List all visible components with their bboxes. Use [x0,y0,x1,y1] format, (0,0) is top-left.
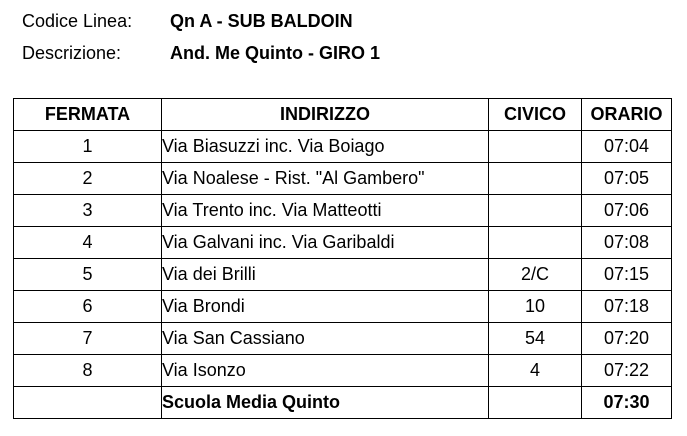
table-row [14,227,672,259]
civico-cell [489,227,582,259]
civico-cell [489,387,582,419]
orario-cell: 07:22 [582,355,672,387]
codice-linea-value: Qn A - SUB BALDOIN [170,11,353,31]
fermata-cell: 2 [14,163,162,195]
civico-cell [489,163,582,195]
orario-cell: 07:08 [582,227,672,259]
descrizione-label: Descrizione: [22,43,122,63]
civico-cell: 4 [489,355,582,387]
table-row [14,355,672,387]
civico-cell: 2/C [489,259,582,291]
stops-table [13,98,672,419]
orario-cell: 07:06 [582,195,672,227]
indirizzo-cell: Via dei Brilli [162,259,489,291]
table-row [14,259,672,291]
fermata-cell: 8 [14,355,162,387]
orario-cell: 07:05 [582,163,672,195]
column-header-fermata: FERMATA [14,99,162,131]
destination-cell: Scuola Media Quinto [162,387,489,419]
table-row [14,163,672,195]
fermata-cell: 4 [14,227,162,259]
fermata-cell: 7 [14,323,162,355]
fermata-cell: 6 [14,291,162,323]
table-header-row [14,99,672,131]
fermata-cell: 1 [14,131,162,163]
civico-cell: 54 [489,323,582,355]
destination-row [14,387,672,419]
arrival-time-cell: 07:30 [582,387,672,419]
orario-cell: 07:04 [582,131,672,163]
codice-linea-label: Codice Linea: [22,11,133,31]
fermata-cell: 5 [14,259,162,291]
column-header-orario: ORARIO [582,99,672,131]
indirizzo-cell: Via Noalese - Rist. "Al Gambero" [162,163,489,195]
fermata-cell [14,387,162,419]
table-row [14,291,672,323]
indirizzo-cell: Via Biasuzzi inc. Via Boiago [162,131,489,163]
fermata-cell: 3 [14,195,162,227]
civico-cell [489,131,582,163]
descrizione-value: And. Me Quinto - GIRO 1 [170,43,380,63]
table-row [14,131,672,163]
indirizzo-cell: Via Isonzo [162,355,489,387]
orario-cell: 07:15 [582,259,672,291]
column-header-civico: CIVICO [489,99,582,131]
table-row [14,195,672,227]
indirizzo-cell: Via Galvani inc. Via Garibaldi [162,227,489,259]
table-row [14,323,672,355]
civico-cell [489,195,582,227]
column-header-indirizzo: INDIRIZZO [162,99,489,131]
orario-cell: 07:18 [582,291,672,323]
orario-cell: 07:20 [582,323,672,355]
civico-cell: 10 [489,291,582,323]
indirizzo-cell: Via Brondi [162,291,489,323]
indirizzo-cell: Via San Cassiano [162,323,489,355]
indirizzo-cell: Via Trento inc. Via Matteotti [162,195,489,227]
